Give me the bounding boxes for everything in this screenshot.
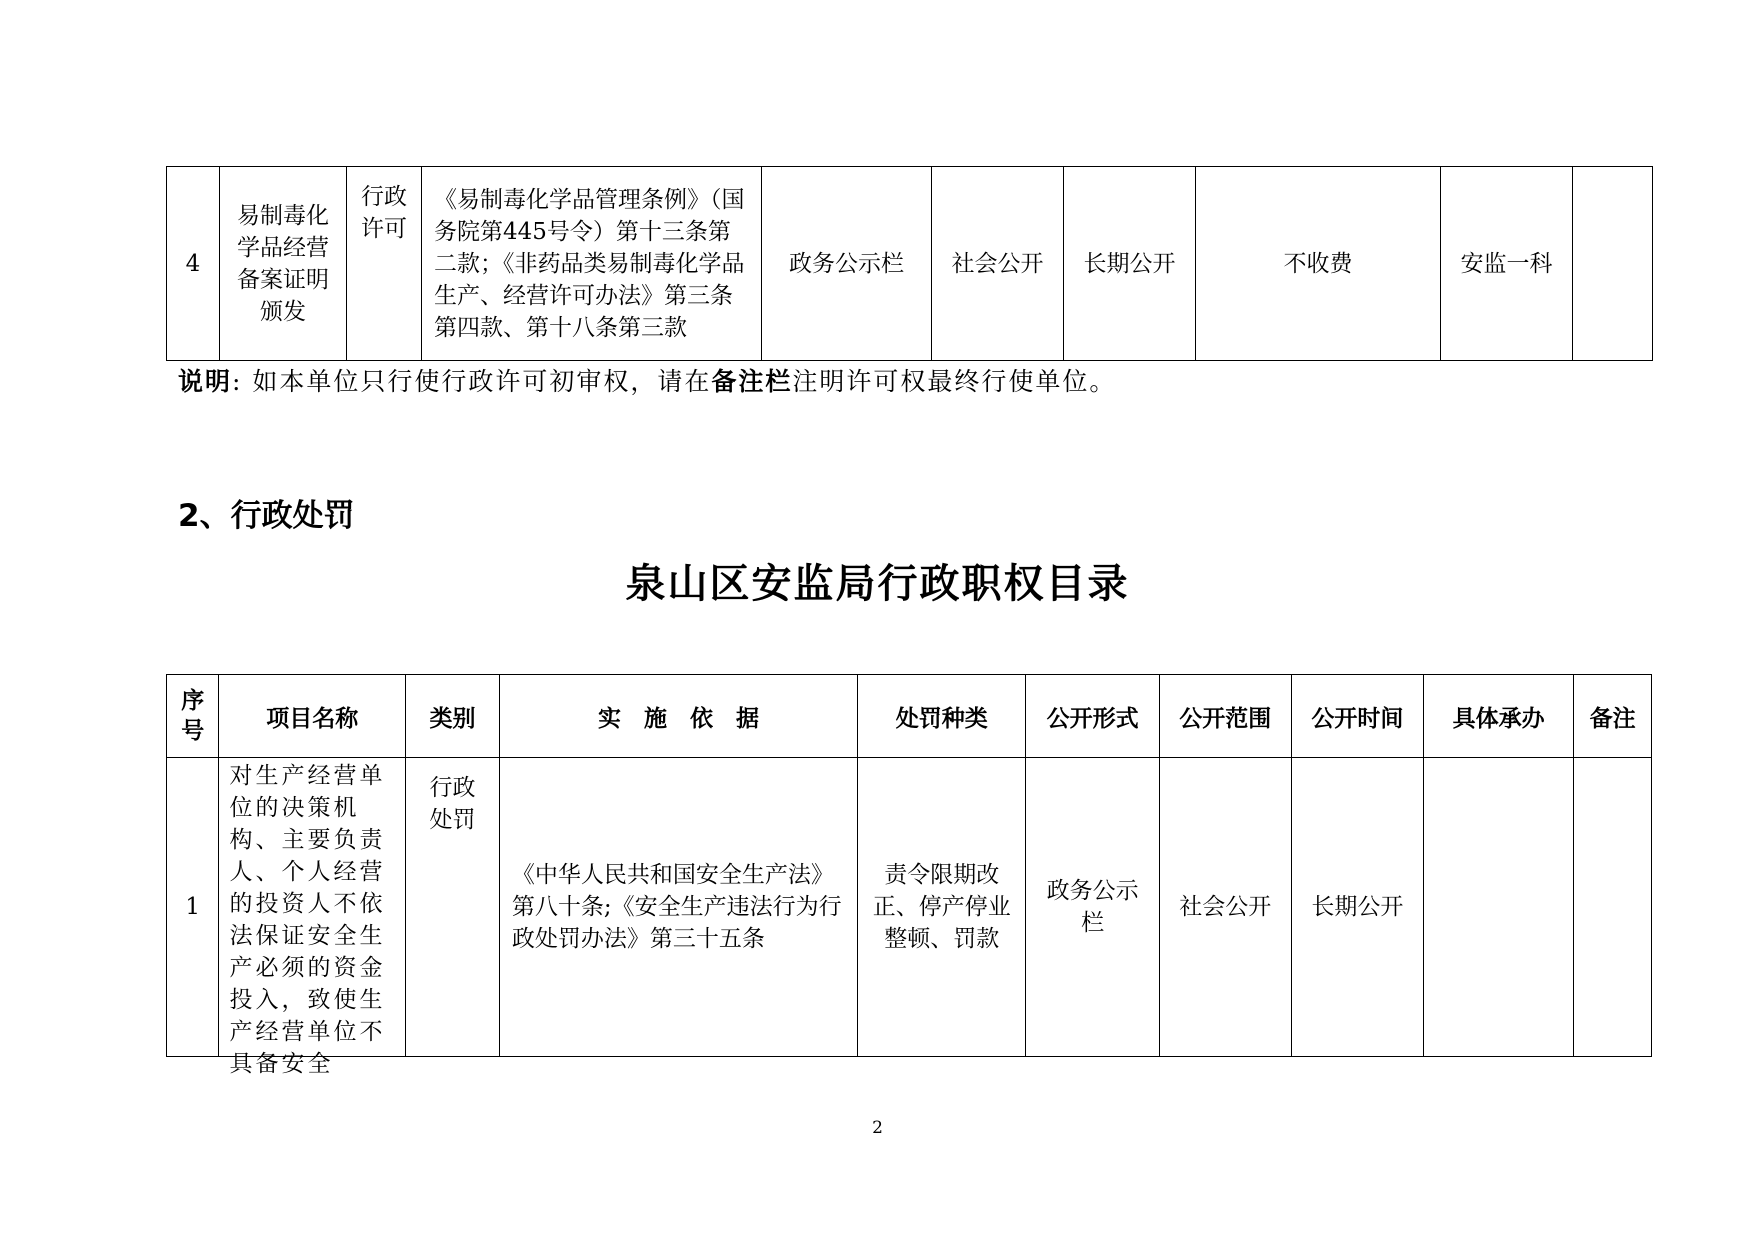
handling-department: 安监一科 — [1441, 167, 1573, 361]
header-form: 公开形式 — [1026, 675, 1159, 758]
header-no: 序号 — [167, 675, 219, 758]
handling-department — [1423, 758, 1573, 1057]
section-heading: 2、行政处罚 — [178, 498, 355, 534]
header-name: 项目名称 — [219, 675, 406, 758]
note-label: 说明 — [178, 367, 233, 396]
penalty-type: 责令限期改正、停产停业整顿、罚款 — [858, 758, 1026, 1057]
header-category: 类别 — [406, 675, 500, 758]
page-title: 泉山区安监局行政职权目录 — [625, 561, 1130, 607]
fee: 不收费 — [1196, 167, 1441, 361]
table-header-row — [167, 675, 1652, 758]
header-time: 公开时间 — [1291, 675, 1423, 758]
item-name: 易制毒化学品经营备案证明颁发 — [220, 167, 347, 361]
row-number: 1 — [167, 758, 219, 1057]
item-basis: 《中华人民共和国安全生产法》第八十条;《安全生产违法行为行政处罚办法》第三十五条 — [499, 758, 857, 1057]
header-basis: 实 施 依 据 — [499, 675, 857, 758]
item-category: 行政处罚 — [406, 758, 500, 1057]
disclosure-time: 长期公开 — [1064, 167, 1196, 361]
disclosure-scope: 社会公开 — [1159, 758, 1291, 1057]
table-row — [167, 758, 1652, 1057]
remark — [1573, 167, 1653, 361]
disclosure-time: 长期公开 — [1291, 758, 1423, 1057]
table-row — [167, 167, 1653, 361]
note-bold: 备注栏 — [711, 367, 793, 396]
header-remark: 备注 — [1574, 675, 1652, 758]
note-text-before: : 如本单位只行使行政许可初审权，请在 — [232, 367, 712, 396]
disclosure-form: 政务公示栏 — [762, 167, 932, 361]
note-text-after: 注明许可权最终行使单位。 — [792, 367, 1117, 396]
item-name-cell — [219, 758, 406, 1077]
explanation-note — [178, 362, 1116, 398]
previous-table — [166, 166, 1653, 361]
disclosure-form: 政务公示栏 — [1026, 758, 1159, 1057]
item-category: 行政许可 — [347, 167, 422, 361]
item-name: 对生产经营单位的决策机构、主要负责人、个人经营的投资人不依法保证安全生产必须的资金投入，致使生产经营单位不具备安全 — [229, 763, 386, 1077]
header-penalty: 处罚种类 — [858, 675, 1026, 758]
item-basis: 《易制毒化学品管理条例》（国务院第445号令）第十三条第二款；《非药品类易制毒化学品生产、经营许可办法》第三条第四款、第十八条第三款 — [422, 167, 762, 361]
page-number: 2 — [872, 1118, 883, 1138]
row-number: 4 — [167, 167, 220, 361]
penalty-table — [166, 674, 1652, 1077]
remark — [1574, 758, 1652, 1057]
header-dept: 具体承办 — [1423, 675, 1573, 758]
disclosure-scope: 社会公开 — [932, 167, 1064, 361]
header-scope: 公开范围 — [1159, 675, 1291, 758]
